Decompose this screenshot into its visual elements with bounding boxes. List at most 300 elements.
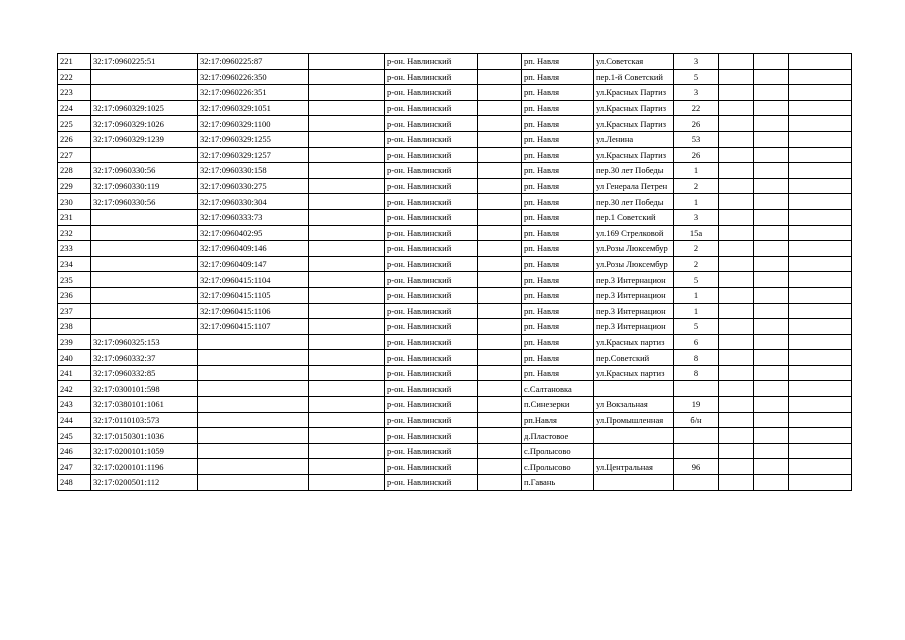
cell-blank-col-2 [478,178,522,194]
cell-street [594,381,674,397]
cell-district: р-он. Навлинский [385,225,478,241]
table-row [58,428,852,444]
cell-house-number: 15а [674,225,719,241]
cell-extra-col-1 [719,225,754,241]
cell-settlement: п.Синезерки [522,397,594,413]
cell-house-number: 26 [674,147,719,163]
cell-blank-col [309,350,385,366]
cell-extra-col-1 [719,303,754,319]
cell-extra-col-1 [719,69,754,85]
cell-cadastral-number: 32:17:0960329:1026 [91,116,198,132]
cell-settlement: рп.Навля [522,412,594,428]
cell-extra-col-3 [789,365,852,381]
cell-extra-col-3 [789,428,852,444]
cell-extra-col-3 [789,319,852,335]
cell-cadastral-number [91,209,198,225]
cell-house-number: 96 [674,459,719,475]
cell-street: ул.Красных Партиз [594,147,674,163]
cell-house-number: б/н [674,412,719,428]
cell-extra-col-2 [754,194,789,210]
cell-extra-col-2 [754,319,789,335]
cell-cadastral-number-2: 32:17:0960330:304 [198,194,309,210]
cell-blank-col [309,428,385,444]
cell-blank-col [309,209,385,225]
cell-extra-col-1 [719,443,754,459]
cell-extra-col-2 [754,225,789,241]
cell-house-number: 1 [674,303,719,319]
cell-settlement: рп. Навля [522,116,594,132]
cell-extra-col-3 [789,163,852,179]
cell-settlement: рп. Навля [522,256,594,272]
cell-blank-col [309,85,385,101]
cell-settlement: рп. Навля [522,163,594,179]
cell-cadastral-number: 32:17:0960332:37 [91,350,198,366]
cell-settlement: с.Пролысово [522,443,594,459]
cell-cadastral-number-2 [198,412,309,428]
cell-extra-col-1 [719,428,754,444]
table-row [58,303,852,319]
table-row [58,443,852,459]
cell-extra-col-1 [719,100,754,116]
cell-cadastral-number-2 [198,397,309,413]
cell-settlement: рп. Навля [522,147,594,163]
cell-house-number: 22 [674,100,719,116]
cell-blank-col [309,100,385,116]
cell-row-number: 225 [58,116,91,132]
cell-row-number: 238 [58,319,91,335]
cell-district: р-он. Навлинский [385,272,478,288]
cell-blank-col [309,365,385,381]
cell-blank-col-2 [478,365,522,381]
table-row [58,287,852,303]
cell-blank-col [309,303,385,319]
cell-extra-col-2 [754,459,789,475]
cell-house-number: 8 [674,365,719,381]
cell-cadastral-number [91,85,198,101]
cell-blank-col [309,334,385,350]
cell-blank-col-2 [478,475,522,491]
cell-cadastral-number-2: 32:17:0960409:146 [198,241,309,257]
cell-blank-col [309,412,385,428]
cell-extra-col-2 [754,287,789,303]
cell-row-number: 224 [58,100,91,116]
cell-cadastral-number [91,272,198,288]
cell-blank-col-2 [478,54,522,70]
table-row [58,209,852,225]
cell-district: р-он. Навлинский [385,54,478,70]
cell-blank-col-2 [478,303,522,319]
cell-cadastral-number-2: 32:17:0960415:1106 [198,303,309,319]
cell-extra-col-1 [719,256,754,272]
cell-district: р-он. Навлинский [385,178,478,194]
cell-extra-col-2 [754,412,789,428]
cell-street: ул.Красных Партиз [594,116,674,132]
cell-cadastral-number-2: 32:17:0960225:87 [198,54,309,70]
cell-extra-col-2 [754,256,789,272]
cell-cadastral-number-2 [198,475,309,491]
cell-blank-col-2 [478,194,522,210]
cell-blank-col [309,178,385,194]
cell-row-number: 233 [58,241,91,257]
cell-settlement: рп. Навля [522,69,594,85]
cell-extra-col-1 [719,287,754,303]
cell-row-number: 223 [58,85,91,101]
cell-settlement: рп. Навля [522,241,594,257]
cell-house-number: 8 [674,350,719,366]
cell-extra-col-1 [719,397,754,413]
cell-cadastral-number-2: 32:17:0960333:73 [198,209,309,225]
cell-house-number [674,428,719,444]
cell-house-number: 1 [674,194,719,210]
cell-district: р-он. Навлинский [385,381,478,397]
cell-blank-col-2 [478,116,522,132]
cell-extra-col-2 [754,163,789,179]
cell-extra-col-2 [754,54,789,70]
cell-cadastral-number: 32:17:0960325:153 [91,334,198,350]
cell-extra-col-2 [754,209,789,225]
cell-district: р-он. Навлинский [385,69,478,85]
cell-cadastral-number [91,287,198,303]
cell-district: р-он. Навлинский [385,350,478,366]
cell-extra-col-2 [754,365,789,381]
cell-blank-col [309,443,385,459]
cell-district: р-он. Навлинский [385,443,478,459]
cell-extra-col-3 [789,350,852,366]
cell-cadastral-number [91,147,198,163]
table-row [58,350,852,366]
cell-cadastral-number-2: 32:17:0960226:350 [198,69,309,85]
table-row [58,178,852,194]
cell-street: ул.Красных Партиз [594,100,674,116]
cell-house-number: 2 [674,241,719,257]
cell-row-number: 222 [58,69,91,85]
cell-blank-col-2 [478,287,522,303]
cell-house-number: 2 [674,178,719,194]
cell-extra-col-2 [754,428,789,444]
cell-house-number: 3 [674,54,719,70]
cell-blank-col [309,287,385,303]
cell-extra-col-1 [719,272,754,288]
cell-row-number: 246 [58,443,91,459]
cell-house-number: 3 [674,85,719,101]
cell-settlement: рп. Навля [522,303,594,319]
cell-cadastral-number: 32:17:0110103:573 [91,412,198,428]
cell-settlement: рп. Навля [522,194,594,210]
cell-row-number: 239 [58,334,91,350]
cell-extra-col-3 [789,54,852,70]
table-row [58,100,852,116]
cell-cadastral-number-2: 32:17:0960329:1051 [198,100,309,116]
cell-blank-col [309,256,385,272]
cell-settlement: рп. Навля [522,131,594,147]
cell-blank-col-2 [478,397,522,413]
cell-district: р-он. Навлинский [385,397,478,413]
cell-row-number: 232 [58,225,91,241]
cell-blank-col-2 [478,163,522,179]
cell-blank-col-2 [478,131,522,147]
cell-row-number: 231 [58,209,91,225]
cell-extra-col-1 [719,54,754,70]
cell-street: ул Генерала Петрен [594,178,674,194]
cell-cadastral-number-2: 32:17:0960226:351 [198,85,309,101]
cell-extra-col-3 [789,272,852,288]
cell-blank-col [309,319,385,335]
cell-house-number [674,475,719,491]
cell-blank-col [309,116,385,132]
table-row [58,475,852,491]
cell-blank-col [309,131,385,147]
cell-row-number: 247 [58,459,91,475]
cell-district: р-он. Навлинский [385,116,478,132]
cell-street: пер.30 лет Победы [594,163,674,179]
cell-cadastral-number-2 [198,365,309,381]
cell-extra-col-2 [754,116,789,132]
cell-street: ул.Красных Партиз [594,85,674,101]
cell-blank-col [309,225,385,241]
table-row [58,194,852,210]
cell-blank-col-2 [478,319,522,335]
cell-extra-col-3 [789,334,852,350]
cell-cadastral-number-2: 32:17:0960329:1255 [198,131,309,147]
cell-blank-col [309,381,385,397]
cell-district: р-он. Навлинский [385,209,478,225]
cell-row-number: 245 [58,428,91,444]
cell-street [594,475,674,491]
cell-extra-col-3 [789,412,852,428]
cell-blank-col-2 [478,225,522,241]
cell-settlement: рп. Навля [522,100,594,116]
cell-district: р-он. Навлинский [385,319,478,335]
cell-blank-col-2 [478,350,522,366]
cell-house-number [674,381,719,397]
cell-street: ул.Розы Люксембур [594,256,674,272]
cell-settlement: рп. Навля [522,225,594,241]
cell-settlement: рп. Навля [522,334,594,350]
cell-district: р-он. Навлинский [385,147,478,163]
table-row [58,319,852,335]
cell-extra-col-3 [789,475,852,491]
cell-settlement: рп. Навля [522,178,594,194]
cell-blank-col [309,194,385,210]
cell-blank-col-2 [478,459,522,475]
cell-district: р-он. Навлинский [385,287,478,303]
cell-street: ул.Промышленная [594,412,674,428]
cell-settlement: рп. Навля [522,287,594,303]
cell-settlement: с.Пролысово [522,459,594,475]
cell-extra-col-1 [719,381,754,397]
cell-district: р-он. Навлинский [385,428,478,444]
cell-settlement: рп. Навля [522,209,594,225]
cell-district: р-он. Навлинский [385,256,478,272]
cell-blank-col [309,272,385,288]
cell-extra-col-1 [719,116,754,132]
cell-cadastral-number [91,256,198,272]
cell-extra-col-1 [719,475,754,491]
cell-street: пер.3 Интернацион [594,303,674,319]
cell-street: ул.Ленина [594,131,674,147]
table-row [58,116,852,132]
cell-cadastral-number: 32:17:0960329:1239 [91,131,198,147]
table-row [58,256,852,272]
cell-blank-col-2 [478,209,522,225]
cell-cadastral-number: 32:17:0960330:56 [91,163,198,179]
cell-extra-col-3 [789,241,852,257]
cell-extra-col-1 [719,85,754,101]
cell-cadastral-number-2: 32:17:0960329:1100 [198,116,309,132]
cell-street: пер.30 лет Победы [594,194,674,210]
cell-blank-col-2 [478,381,522,397]
cell-cadastral-number: 32:17:0960225:51 [91,54,198,70]
cell-district: р-он. Навлинский [385,163,478,179]
cell-row-number: 235 [58,272,91,288]
cell-district: р-он. Навлинский [385,194,478,210]
cell-street: ул.Советская [594,54,674,70]
cell-blank-col-2 [478,69,522,85]
cell-blank-col-2 [478,147,522,163]
cell-extra-col-2 [754,443,789,459]
cell-row-number: 241 [58,365,91,381]
cell-extra-col-3 [789,194,852,210]
cell-extra-col-1 [719,334,754,350]
cell-house-number: 53 [674,131,719,147]
table-row [58,412,852,428]
table-row [58,459,852,475]
cell-district: р-он. Навлинский [385,303,478,319]
cell-row-number: 230 [58,194,91,210]
cell-extra-col-3 [789,443,852,459]
table-row [58,54,852,70]
cell-blank-col-2 [478,412,522,428]
cell-extra-col-1 [719,209,754,225]
cell-extra-col-3 [789,459,852,475]
cell-extra-col-2 [754,241,789,257]
cell-house-number [674,443,719,459]
cell-extra-col-2 [754,475,789,491]
cell-extra-col-2 [754,69,789,85]
cell-street: пер.1-й Советский [594,69,674,85]
cell-street: ул.Красных партиз [594,365,674,381]
cell-cadastral-number [91,69,198,85]
cell-cadastral-number-2: 32:17:0960329:1257 [198,147,309,163]
table-row [58,334,852,350]
cell-row-number: 229 [58,178,91,194]
cell-extra-col-3 [789,178,852,194]
cell-district: р-он. Навлинский [385,85,478,101]
cell-blank-col-2 [478,85,522,101]
cell-blank-col-2 [478,428,522,444]
table-row [58,381,852,397]
cell-row-number: 234 [58,256,91,272]
cell-settlement: рп. Навля [522,54,594,70]
cell-extra-col-1 [719,147,754,163]
cell-street: ул.Красных партиз [594,334,674,350]
cell-extra-col-1 [719,350,754,366]
cell-extra-col-2 [754,100,789,116]
cell-house-number: 26 [674,116,719,132]
cell-cadastral-number-2: 32:17:0960415:1107 [198,319,309,335]
cell-district: р-он. Навлинский [385,459,478,475]
cell-cadastral-number-2: 32:17:0960402:95 [198,225,309,241]
cell-extra-col-1 [719,412,754,428]
cell-blank-col-2 [478,256,522,272]
cell-row-number: 240 [58,350,91,366]
cell-district: р-он. Навлинский [385,100,478,116]
cell-house-number: 1 [674,287,719,303]
cell-blank-col-2 [478,100,522,116]
cell-settlement: рп. Навля [522,350,594,366]
cell-cadastral-number [91,319,198,335]
cell-cadastral-number-2: 32:17:0960330:158 [198,163,309,179]
table-body [58,54,852,491]
cell-street [594,443,674,459]
cell-cadastral-number: 32:17:0300101:598 [91,381,198,397]
cell-blank-col [309,475,385,491]
cell-settlement: с.Салтановка [522,381,594,397]
cell-cadastral-number-2 [198,459,309,475]
cell-street: пер.3 Интернацион [594,319,674,335]
cell-cadastral-number-2: 32:17:0960330:275 [198,178,309,194]
cell-blank-col [309,54,385,70]
cell-row-number: 244 [58,412,91,428]
cell-extra-col-2 [754,381,789,397]
cell-settlement: рп. Навля [522,272,594,288]
cell-extra-col-3 [789,116,852,132]
cell-cadastral-number: 32:17:0960329:1025 [91,100,198,116]
cell-extra-col-1 [719,459,754,475]
cell-cadastral-number: 32:17:0200501:112 [91,475,198,491]
cell-street: ул.Центральная [594,459,674,475]
cell-blank-col [309,147,385,163]
cell-district: р-он. Навлинский [385,334,478,350]
cell-extra-col-3 [789,256,852,272]
cell-district: р-он. Навлинский [385,241,478,257]
table-row [58,272,852,288]
cell-extra-col-3 [789,381,852,397]
cell-district: р-он. Навлинский [385,475,478,491]
cell-house-number: 2 [674,256,719,272]
cell-blank-col-2 [478,443,522,459]
table-row [58,85,852,101]
cell-cadastral-number-2 [198,350,309,366]
register-table [57,53,852,491]
cell-settlement: д.Пластовое [522,428,594,444]
cell-extra-col-3 [789,131,852,147]
cell-extra-col-3 [789,397,852,413]
cell-extra-col-3 [789,69,852,85]
cell-house-number: 6 [674,334,719,350]
cell-extra-col-2 [754,272,789,288]
cell-cadastral-number: 32:17:0200101:1196 [91,459,198,475]
cell-street: пер.3 Интернацион [594,272,674,288]
cell-house-number: 1 [674,163,719,179]
cell-settlement: рп. Навля [522,319,594,335]
cell-extra-col-2 [754,303,789,319]
cell-blank-col [309,241,385,257]
cell-blank-col [309,459,385,475]
cell-house-number: 3 [674,209,719,225]
cell-settlement: рп. Навля [522,365,594,381]
cell-district: р-он. Навлинский [385,131,478,147]
cell-row-number: 248 [58,475,91,491]
cell-cadastral-number-2: 32:17:0960415:1105 [198,287,309,303]
cell-extra-col-3 [789,85,852,101]
cell-row-number: 221 [58,54,91,70]
cell-blank-col [309,163,385,179]
cell-extra-col-3 [789,209,852,225]
cell-extra-col-1 [719,241,754,257]
cell-cadastral-number-2: 32:17:0960409:147 [198,256,309,272]
cell-row-number: 226 [58,131,91,147]
